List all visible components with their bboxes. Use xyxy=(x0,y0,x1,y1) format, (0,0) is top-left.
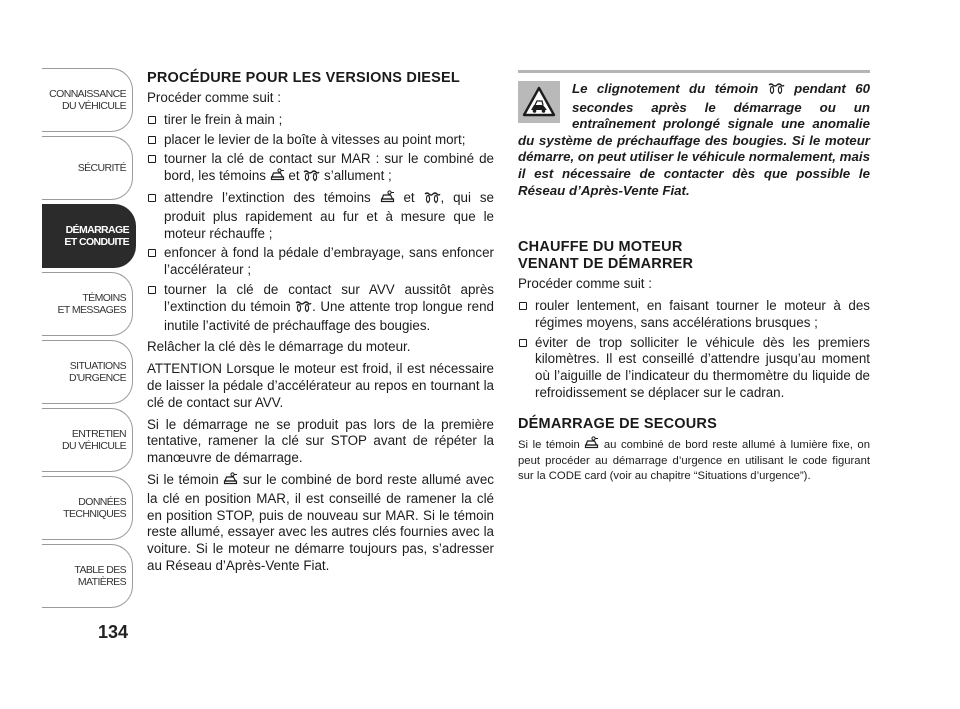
tab-label: SITUATIONS D’URGENCE xyxy=(68,360,126,384)
page-number: 134 xyxy=(98,622,129,642)
glow-plug-icon xyxy=(768,83,785,100)
tab-entretien-du-vehicule[interactable] xyxy=(42,408,133,472)
warning-divider xyxy=(518,70,870,73)
tab-label: DONNÉES TECHNIQUES xyxy=(63,496,126,520)
list-item: tourner la clé de contact sur AVV aussitôt après l’extinction du témoin . Une attente trop longue rend inutile l’activité de préchauffage des bougies. xyxy=(147,282,494,334)
list-item: attendre l’extinction des témoins et , qui se produit plus rapidement au fur et à mesure que le moteur réchauffe ; xyxy=(147,190,494,242)
immobilizer-car-key-icon xyxy=(270,168,285,187)
glow-plug-icon xyxy=(295,301,312,318)
tab-label: CONNAISSANCE DU VÉHICULE xyxy=(49,88,126,112)
right-column xyxy=(518,70,870,489)
paragraph: Si le témoin au combiné de bord reste allumé à lumière fixe, on peut procéder au démarrage d’urgence en utilisant le code figurant sur la CODE card (voir au chapitre “Situations d’urgence”). xyxy=(518,436,870,484)
paragraph: ATTENTION Lorsque le moteur est froid, il est nécessaire de laisser la pédale d’accélérateur au repos en tournant la clé de contact sur AVV. xyxy=(147,361,494,410)
tab-table-des-matieres[interactable] xyxy=(42,544,133,608)
tab-label: TABLE DES MATIÈRES xyxy=(74,564,126,588)
warning-text: Le clignotement du témoin pendant 60 secondes après le démarrage ou un entraînement prolongé signale une anomalie du système de préchauffage des bougies. Si le moteur démarre, on peut utiliser le véhicule normalement, mais il est nécessaire de contacter dès que possible le Réseau d’Après-Vente Fiat. xyxy=(518,81,871,198)
list-item: tirer le frein à main ; xyxy=(147,112,494,129)
list-item: éviter de trop solliciter le véhicule dès les premiers kilomètres. Il est conseillé d’attendre jusqu’au moment où l’aiguille de l’indicateur du thermomètre du liquide de refroidissement se déplacer sur le cadran. xyxy=(518,335,870,402)
tab-label: SÉCURITÉ xyxy=(77,162,126,174)
section-heading-secours: DÉMARRAGE DE SECOURS xyxy=(518,415,717,432)
warmup-steps xyxy=(518,298,870,402)
tab-situations-d-urgence[interactable] xyxy=(42,340,133,404)
chapter-tabs xyxy=(42,68,133,612)
tab-donnees-techniques[interactable] xyxy=(42,476,133,540)
emergency-start-block xyxy=(518,436,870,484)
list-item: rouler lentement, en faisant tourner le moteur à des régimes moyens, sans accélérations brusques ; xyxy=(518,298,870,332)
intro-text: Procéder comme suit : xyxy=(147,90,281,105)
tab-demarrage-et-conduite[interactable] xyxy=(42,204,136,268)
tab-connaissance-du-vehicule[interactable] xyxy=(42,68,133,132)
intro-text: Procéder comme suit : xyxy=(518,276,652,292)
list-item: enfoncer à fond la pédale d’embrayage, sans enfoncer l’accélérateur ; xyxy=(147,245,494,279)
list-item: tourner la clé de contact sur MAR : sur le combiné de bord, les témoins et s’allument ; xyxy=(147,151,494,187)
paragraph: Si le témoin sur le combiné de bord reste allumé avec la clé en position MAR, il est conseillé de ramener la clé en position STOP, puis de nouveau sur MAR. Si le témoin reste allumé, essayer avec les autres clés fournies avec la voiture. Si le moteur ne démarre toujours pas, s’adresser au Réseau d’Après-Vente Fiat. xyxy=(147,471,494,573)
tab-label: ENTRETIEN DU VÉHICULE xyxy=(62,428,126,452)
list-item: placer le levier de la boîte à vitesses au point mort; xyxy=(147,132,494,149)
immobilizer-car-key-icon xyxy=(584,436,599,455)
section-heading-chauffe: CHAUFFE DU MOTEUR VENANT DE DÉMARRER xyxy=(518,239,694,273)
immobilizer-car-key-icon xyxy=(380,190,395,209)
tab-label: DÉMARRAGE ET CONDUITE xyxy=(64,224,129,248)
section-heading-diesel: PROCÉDURE POUR LES VERSIONS DIESEL xyxy=(147,70,460,86)
glow-plug-icon xyxy=(424,192,441,209)
paragraph: Si le démarrage ne se produit pas lors de la première tentative, ramener la clé sur STOP avant de répéter la manœuvre de démarrage. xyxy=(147,416,494,466)
immobilizer-car-key-icon xyxy=(223,472,238,491)
tab-temoins-et-messages[interactable] xyxy=(42,272,133,336)
warning-triangle-icon xyxy=(518,81,560,123)
left-column xyxy=(147,70,494,580)
paragraph: Relâcher la clé dès le démarrage du moteur. xyxy=(147,339,411,355)
procedure-steps xyxy=(147,112,494,335)
tab-securite[interactable] xyxy=(42,136,133,200)
warning-note xyxy=(518,81,870,199)
tab-label: TÉMOINS ET MESSAGES xyxy=(57,292,126,316)
glow-plug-icon xyxy=(303,170,320,187)
